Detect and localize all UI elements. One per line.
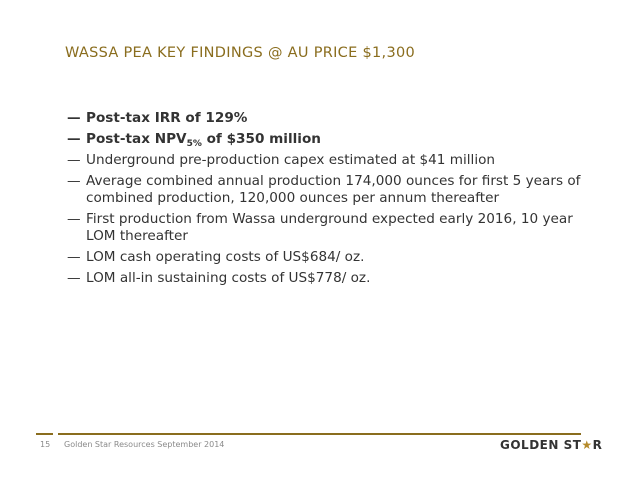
- bullet-dash: —: [67, 270, 81, 286]
- bullet-item: [67, 211, 587, 245]
- bullet-text-post: of $350 million: [201, 131, 321, 147]
- bullet-text: LOM cash operating costs of US$684/ oz.: [86, 249, 365, 265]
- slide-title: WASSA PEA KEY FINDINGS @ AU PRICE $1,300: [65, 45, 416, 61]
- footer-rule-left: [36, 433, 53, 435]
- bullet-item: [67, 152, 587, 169]
- star-icon: ★: [581, 438, 593, 452]
- bullet-text-pre: Post-tax NPV: [86, 131, 187, 147]
- logo-text-part1: GOLDEN ST: [500, 438, 582, 452]
- bullet-item: [67, 270, 587, 287]
- bullet-dash: —: [67, 152, 81, 168]
- logo-text-part2: R: [592, 438, 603, 452]
- bullet-item: [67, 173, 587, 207]
- page-number: 15: [40, 440, 51, 449]
- bullet-item: [67, 110, 587, 127]
- bullet-text: Average combined annual production 174,000 ounces for first 5 years of combined production, 120,000 ounces per annum thereafter: [86, 173, 581, 206]
- bullet-item: [67, 131, 587, 148]
- bullet-text: Post-tax IRR of 129%: [86, 110, 248, 126]
- bullet-dash: —: [67, 211, 81, 227]
- bullet-list: [67, 110, 587, 291]
- bullet-dash: —: [67, 173, 81, 189]
- footer-rule: [58, 433, 581, 435]
- bullet-dash: —: [67, 249, 81, 265]
- bullet-item: [67, 249, 587, 266]
- bullet-text: Underground pre-production capex estimated at $41 million: [86, 152, 496, 168]
- bullet-text: First production from Wassa underground expected early 2016, 10 year LOM thereafter: [86, 211, 573, 244]
- bullet-dash: —: [67, 110, 81, 126]
- company-logo: [500, 438, 602, 452]
- bullet-subscript: 5%: [186, 139, 202, 149]
- bullet-text: LOM all-in sustaining costs of US$778/ oz.: [86, 270, 371, 286]
- footer-text: Golden Star Resources September 2014: [64, 440, 225, 449]
- bullet-dash: —: [67, 131, 81, 147]
